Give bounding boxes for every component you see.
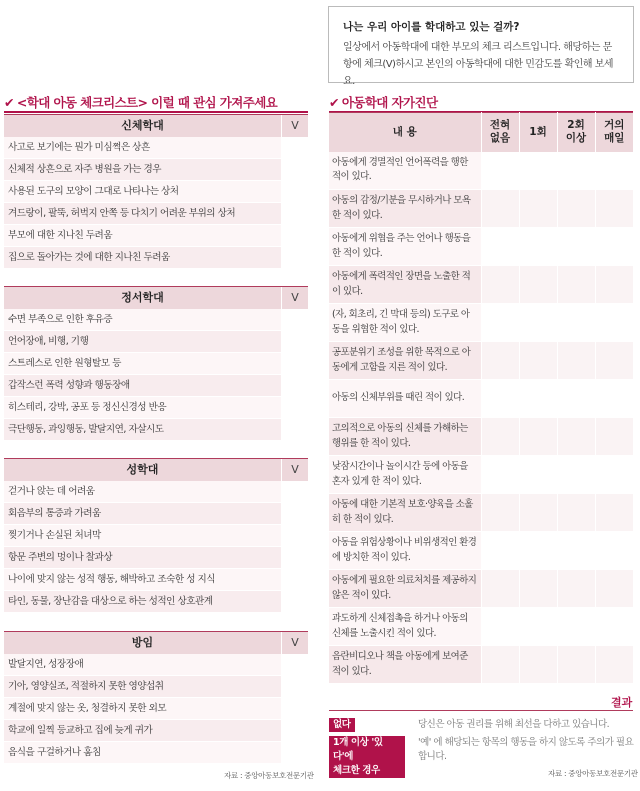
answer-cell[interactable] (519, 570, 557, 608)
check-cell[interactable] (281, 654, 308, 675)
table-row (329, 608, 633, 646)
answer-cell[interactable] (519, 456, 557, 494)
list-item-text: 나이에 맞지 않는 성적 행동, 해박하고 조숙한 성 지식 (8, 574, 216, 585)
checklist-title-text: <학대 아동 체크리스트> 이럴 때 관심 가져주세요 (16, 95, 278, 110)
answer-cell[interactable] (595, 380, 633, 418)
table-row (329, 456, 633, 494)
row-statement: 음란비디오나 책을 아동에게 보여준 적이 있다. (329, 646, 481, 684)
answer-cell[interactable] (595, 190, 633, 228)
check-cell[interactable] (281, 698, 308, 719)
list-item-text: 언어장애, 비행, 기행 (8, 336, 89, 347)
answer-cell[interactable] (481, 456, 519, 494)
check-cell[interactable] (281, 159, 308, 180)
answer-cell[interactable] (557, 608, 595, 646)
list-item-text: 학교에 일찍 등교하고 집에 늦게 귀가 (8, 725, 153, 736)
list-item-text: 걷거나 앉는 데 어려움 (8, 486, 95, 497)
table-row (329, 266, 633, 304)
answer-cell[interactable] (557, 228, 595, 266)
result-some-badge-line1: 1개 이상 '있다'에 (333, 737, 383, 762)
checklist-title-rule (4, 111, 308, 113)
table-row (329, 304, 633, 342)
list-item-text: 항문 주변의 멍이나 찰과상 (8, 552, 113, 563)
column-header-text: 2회 이상 (565, 119, 587, 145)
check-column-header: V (281, 287, 308, 309)
category-items (4, 481, 308, 613)
column-header-frequency (519, 113, 557, 152)
list-item (4, 353, 308, 375)
table-row (329, 494, 633, 532)
list-item (4, 569, 308, 591)
answer-cell[interactable] (557, 494, 595, 532)
answer-cell[interactable] (557, 418, 595, 456)
answer-cell[interactable] (519, 532, 557, 570)
category-physical (4, 114, 308, 269)
row-statement: 아동에게 필요한 의료처치를 제공하지 않은 적이 있다. (329, 570, 481, 608)
row-statement: 공포분위기 조성을 위한 목적으로 아동에게 고함을 지른 적이 있다. (329, 342, 481, 380)
category-name: 정서학대 (121, 291, 164, 304)
list-item-text: 타인, 동물, 장난감을 대상으로 하는 성적인 상호관계 (8, 596, 213, 607)
answer-cell[interactable] (595, 152, 633, 190)
check-cell[interactable] (281, 137, 308, 158)
table-row (329, 342, 633, 380)
column-header-frequency (481, 113, 519, 152)
column-header-content: 내 용 (329, 113, 481, 152)
answer-cell[interactable] (557, 380, 595, 418)
self-diagnosis-table (329, 112, 633, 684)
list-item-text: 극단행동, 과잉행동, 발달지연, 자살시도 (8, 424, 164, 435)
list-item-text: 기아, 영양실조, 적절하지 못한 영양섭취 (8, 681, 164, 692)
answer-cell[interactable] (595, 570, 633, 608)
check-cell[interactable] (281, 181, 308, 202)
category-name: 성학대 (126, 463, 159, 476)
category-emotional (4, 286, 308, 441)
column-header-frequency (557, 113, 595, 152)
check-column-header: V (281, 632, 308, 654)
list-item (4, 525, 308, 547)
check-cell[interactable] (281, 419, 308, 440)
answer-cell[interactable] (519, 304, 557, 342)
list-item (4, 331, 308, 353)
row-statement: 아동의 신체부위를 때린 적이 있다. (329, 380, 481, 418)
category-name: 방임 (131, 636, 154, 649)
list-item-text: 사고로 보기에는 뭔가 미심쩍은 상흔 (8, 142, 150, 153)
list-item (4, 591, 308, 613)
list-item (4, 225, 308, 247)
list-item-text: 회음부의 통증과 가려움 (8, 508, 101, 519)
answer-cell[interactable] (481, 646, 519, 684)
table-header-row (329, 113, 633, 152)
answer-cell[interactable] (481, 190, 519, 228)
list-item (4, 375, 308, 397)
check-column-header: V (281, 459, 308, 481)
list-item-text: 수면 부족으로 인한 후유증 (8, 314, 113, 325)
answer-cell[interactable] (519, 190, 557, 228)
answer-cell[interactable] (481, 304, 519, 342)
category-items (4, 137, 308, 269)
list-item (4, 203, 308, 225)
category-header (4, 458, 308, 481)
list-item (4, 159, 308, 181)
answer-cell[interactable] (557, 304, 595, 342)
answer-cell[interactable] (595, 342, 633, 380)
list-item (4, 247, 308, 269)
list-item-text: 음식을 구걸하거나 훔침 (8, 747, 101, 758)
check-cell[interactable] (281, 353, 308, 374)
answer-cell[interactable] (557, 646, 595, 684)
answer-cell[interactable] (519, 152, 557, 190)
row-statement: 아동에게 위협을 주는 언어나 행동을 한 적이 있다. (329, 228, 481, 266)
column-header-text: 거의 매일 (604, 119, 625, 145)
list-item-text: 부모에 대한 지나친 두려움 (8, 230, 113, 241)
column-header-frequency (595, 113, 633, 152)
row-statement: 아동에게 폭력적인 장면을 노출한 적이 있다. (329, 266, 481, 304)
intro-box (328, 6, 634, 87)
category-header (4, 286, 308, 309)
category-sexual (4, 458, 308, 613)
list-item (4, 309, 308, 331)
answer-cell[interactable] (519, 380, 557, 418)
column-header-text: 전혀 없음 (489, 119, 511, 145)
table-row (329, 190, 633, 228)
check-cell[interactable] (281, 569, 308, 590)
table-row (329, 570, 633, 608)
intro-question: 나는 우리 아이를 학대하고 있는 걸까? (343, 21, 520, 33)
answer-cell[interactable] (481, 494, 519, 532)
category-name: 신체학대 (121, 119, 164, 132)
table-row (329, 418, 633, 456)
list-item-text: 사용된 도구의 모양이 그대로 나타나는 상처 (8, 186, 179, 197)
column-header-text: 1회 (529, 125, 547, 138)
answer-cell[interactable] (481, 266, 519, 304)
answer-cell[interactable] (481, 532, 519, 570)
self-diagnosis-title (329, 93, 437, 111)
row-statement: 아동을 위험상황이나 비위생적인 환경에 방치한 적이 있다. (329, 532, 481, 570)
result-some-badge-line2: 체크한 경우 (333, 765, 380, 776)
answer-cell[interactable] (595, 532, 633, 570)
list-item (4, 419, 308, 441)
list-item (4, 503, 308, 525)
check-mark-icon: ✔ (4, 95, 14, 110)
answer-cell[interactable] (595, 304, 633, 342)
check-cell[interactable] (281, 375, 308, 396)
answer-cell[interactable] (481, 228, 519, 266)
answer-cell[interactable] (519, 228, 557, 266)
answer-cell[interactable] (595, 418, 633, 456)
list-item (4, 698, 308, 720)
row-statement: 아동에게 경멸적인 언어폭력을 행한 적이 있다. (329, 152, 481, 190)
answer-cell[interactable] (481, 608, 519, 646)
list-item-text: 찢기거나 손실된 처녀막 (8, 530, 101, 541)
row-statement: (자, 회초리, 긴 막대 등의) 도구로 아동을 위협한 적이 있다. (329, 304, 481, 342)
check-cell[interactable] (281, 309, 308, 330)
check-cell[interactable] (281, 720, 308, 741)
check-mark-icon: ✔ (329, 95, 339, 110)
list-item (4, 481, 308, 503)
answer-cell[interactable] (557, 456, 595, 494)
list-item-text: 히스테리, 강박, 공포 등 정신신경성 반응 (8, 402, 167, 413)
answer-cell[interactable] (557, 342, 595, 380)
check-cell[interactable] (281, 503, 308, 524)
list-item (4, 397, 308, 419)
answer-cell[interactable] (557, 532, 595, 570)
self-diagnosis-title-text: 아동학대 자가진단 (341, 95, 438, 110)
category-neglect (4, 631, 308, 764)
answer-cell[interactable] (519, 418, 557, 456)
intro-description: 일상에서 아동학대에 대한 부모의 체크 리스트입니다. 해당하는 문항에 체크(V)하시고 본인의 아동학대에 대한 민감도를 확인해 보세요. (343, 42, 614, 87)
table-row (329, 152, 633, 190)
row-statement: 과도하게 신체접촉을 하거나 아동의 신체를 노출시킨 적이 있다. (329, 608, 481, 646)
check-cell[interactable] (281, 547, 308, 568)
category-header (4, 114, 308, 137)
answer-cell[interactable] (557, 570, 595, 608)
check-cell[interactable] (281, 397, 308, 418)
answer-cell[interactable] (595, 608, 633, 646)
category-items (4, 654, 308, 764)
answer-cell[interactable] (595, 456, 633, 494)
answer-cell[interactable] (519, 494, 557, 532)
result-label: 결과 (611, 696, 633, 709)
list-item-text: 겨드랑이, 팔뚝, 허벅지 안쪽 등 다치기 어려운 부위의 상처 (8, 208, 236, 219)
answer-cell[interactable] (519, 608, 557, 646)
list-item-text: 갑작스런 폭력 성향과 행동장애 (8, 380, 130, 391)
row-statement: 낮잠시간이나 놀이시간 등에 아동을 혼자 있게 한 적이 있다. (329, 456, 481, 494)
check-cell[interactable] (281, 247, 308, 268)
answer-cell[interactable] (595, 646, 633, 684)
answer-cell[interactable] (519, 646, 557, 684)
list-item-text: 집으로 돌아가는 것에 대한 지나친 두려움 (8, 252, 170, 263)
table-row (329, 380, 633, 418)
table-body (329, 152, 633, 684)
answer-cell[interactable] (595, 494, 633, 532)
list-item-text: 계절에 맞지 않는 옷, 청결하지 못한 외모 (8, 703, 167, 714)
check-cell[interactable] (281, 676, 308, 697)
list-item (4, 547, 308, 569)
result-some-badge (329, 736, 405, 778)
list-item (4, 742, 308, 764)
right-source: 자료 : 중앙아동보호전문기관 (548, 769, 638, 778)
list-item-text: 발달지연, 성장장애 (8, 659, 84, 670)
list-item (4, 676, 308, 698)
answer-cell[interactable] (519, 266, 557, 304)
answer-cell[interactable] (481, 380, 519, 418)
answer-cell[interactable] (481, 342, 519, 380)
check-cell[interactable] (281, 203, 308, 224)
result-none-text: 당신은 아동 권리를 위해 최선을 다하고 있습니다. (418, 719, 610, 730)
check-column-header: V (281, 115, 308, 137)
check-cell[interactable] (281, 591, 308, 612)
result-none-badge: 없다 (329, 718, 355, 732)
result-some-text-line2: 합니다. (418, 751, 447, 762)
answer-cell[interactable] (595, 266, 633, 304)
row-statement: 아동의 감정/기분을 무시하거나 모욕한 적이 있다. (329, 190, 481, 228)
left-source: 자료 : 중앙아동보호전문기관 (224, 771, 314, 780)
answer-cell[interactable] (557, 190, 595, 228)
check-cell[interactable] (281, 331, 308, 352)
category-header (4, 631, 308, 654)
check-cell[interactable] (281, 481, 308, 502)
list-item (4, 654, 308, 676)
list-item (4, 137, 308, 159)
row-statement: 아동에 대한 기본적 보호·양육을 소홀히 한 적이 있다. (329, 494, 481, 532)
check-cell[interactable] (281, 525, 308, 546)
category-items (4, 309, 308, 441)
list-item (4, 181, 308, 203)
answer-cell[interactable] (481, 152, 519, 190)
answer-cell[interactable] (557, 266, 595, 304)
list-item-text: 신체적 상흔으로 자주 병원을 가는 경우 (8, 164, 162, 175)
check-cell[interactable] (281, 742, 308, 763)
answer-cell[interactable] (557, 152, 595, 190)
result-rule (329, 710, 633, 711)
answer-cell[interactable] (481, 418, 519, 456)
result-some-text (418, 736, 633, 764)
row-statement: 고의적으로 아동의 신체를 가해하는 행위를 한 적이 있다. (329, 418, 481, 456)
table-row (329, 532, 633, 570)
table-row (329, 228, 633, 266)
result-some-text-line1: '예' 에 해당되는 항목의 행동을 하지 않도록 주의가 필요 (418, 737, 634, 748)
table-row (329, 646, 633, 684)
list-item-text: 스트레스로 인한 원형탈모 등 (8, 358, 121, 369)
answer-cell[interactable] (519, 342, 557, 380)
answer-cell[interactable] (595, 228, 633, 266)
list-item (4, 720, 308, 742)
checklist-title (4, 93, 277, 111)
answer-cell[interactable] (481, 570, 519, 608)
check-cell[interactable] (281, 225, 308, 246)
